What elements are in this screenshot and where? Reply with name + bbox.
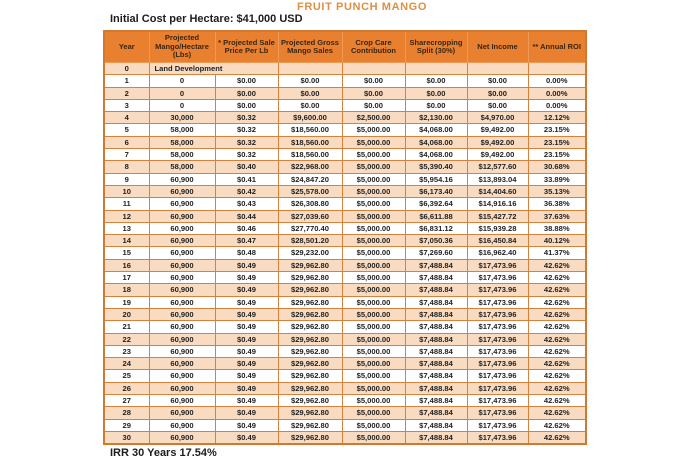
- table-row: [104, 87, 586, 99]
- data-cell: $16,450.84: [467, 235, 528, 247]
- data-cell: 42.62%: [528, 407, 586, 419]
- header-projected-sale-price: * Projected Sale Price Per Lb: [215, 31, 278, 63]
- data-cell: $27,039.60: [278, 210, 342, 222]
- data-cell: 60,900: [149, 173, 215, 185]
- data-cell: $0.49: [215, 407, 278, 419]
- data-cell: $29,962.80: [278, 259, 342, 271]
- data-cell: 60,900: [149, 247, 215, 259]
- data-cell: $0.49: [215, 284, 278, 296]
- data-cell: $0.32: [215, 149, 278, 161]
- data-cell: $18,560.00: [278, 124, 342, 136]
- data-cell: $7,488.84: [405, 284, 467, 296]
- data-cell: $0.49: [215, 370, 278, 382]
- year-cell: 27: [104, 395, 149, 407]
- data-cell: $17,473.96: [467, 370, 528, 382]
- data-cell: $17,473.96: [467, 407, 528, 419]
- table-header-row: [104, 31, 586, 63]
- data-cell: $29,962.80: [278, 296, 342, 308]
- data-cell: $5,000.00: [342, 185, 405, 197]
- data-cell: $0.49: [215, 395, 278, 407]
- table-row: [104, 259, 586, 271]
- year-cell: 3: [104, 99, 149, 111]
- data-cell: 60,900: [149, 284, 215, 296]
- data-cell: $29,962.80: [278, 382, 342, 394]
- year-cell: 22: [104, 333, 149, 345]
- data-cell: $6,831.12: [405, 222, 467, 234]
- data-cell: 60,900: [149, 272, 215, 284]
- data-cell: $29,232.00: [278, 247, 342, 259]
- data-cell: $29,962.80: [278, 284, 342, 296]
- header-net-income: Net Income: [467, 31, 528, 63]
- data-cell: $7,488.84: [405, 370, 467, 382]
- data-cell: 41.37%: [528, 247, 586, 259]
- data-cell: 60,900: [149, 321, 215, 333]
- data-cell: $0.00: [405, 87, 467, 99]
- year-cell: 14: [104, 235, 149, 247]
- data-cell: $17,473.96: [467, 358, 528, 370]
- data-cell: 58,000: [149, 149, 215, 161]
- year-cell: 13: [104, 222, 149, 234]
- data-cell: $6,611.88: [405, 210, 467, 222]
- data-cell: $7,488.84: [405, 431, 467, 444]
- data-cell: $0.41: [215, 173, 278, 185]
- data-cell: 58,000: [149, 136, 215, 148]
- table-row: [104, 75, 586, 87]
- year-cell: 28: [104, 407, 149, 419]
- data-cell: $5,000.00: [342, 370, 405, 382]
- data-cell: 33.89%: [528, 173, 586, 185]
- data-cell: $0.49: [215, 333, 278, 345]
- data-cell: $5,000.00: [342, 272, 405, 284]
- data-cell: $0.46: [215, 222, 278, 234]
- table-row: [104, 358, 586, 370]
- header-projected-gross-sales: Projected Gross Mango Sales: [278, 31, 342, 63]
- year-cell: 10: [104, 185, 149, 197]
- table-row: [104, 296, 586, 308]
- data-cell: 60,900: [149, 222, 215, 234]
- table-row: [104, 99, 586, 111]
- table-row: [104, 136, 586, 148]
- data-cell: 60,900: [149, 358, 215, 370]
- data-cell: $7,488.84: [405, 345, 467, 357]
- data-cell: $29,962.80: [278, 358, 342, 370]
- data-cell: $6,392.64: [405, 198, 467, 210]
- data-cell: 42.62%: [528, 333, 586, 345]
- data-cell: $5,000.00: [342, 308, 405, 320]
- data-cell: $17,473.96: [467, 431, 528, 444]
- data-cell: $9,600.00: [278, 112, 342, 124]
- table-row: [104, 284, 586, 296]
- year-cell: 24: [104, 358, 149, 370]
- data-cell: $0.00: [405, 99, 467, 111]
- header-year: Year: [104, 31, 149, 63]
- data-cell: 35.13%: [528, 185, 586, 197]
- data-cell: 42.62%: [528, 272, 586, 284]
- data-cell: $7,488.84: [405, 321, 467, 333]
- data-cell: 60,900: [149, 345, 215, 357]
- data-cell: 30,000: [149, 112, 215, 124]
- data-cell: $29,962.80: [278, 308, 342, 320]
- data-cell: $4,068.00: [405, 136, 467, 148]
- data-cell: $17,473.96: [467, 345, 528, 357]
- data-cell: $2,130.00: [405, 112, 467, 124]
- data-cell: $0.00: [215, 99, 278, 111]
- data-cell: $5,000.00: [342, 296, 405, 308]
- data-cell: $4,068.00: [405, 124, 467, 136]
- data-cell: $5,000.00: [342, 345, 405, 357]
- data-cell: 0.00%: [528, 87, 586, 99]
- data-cell: 12.12%: [528, 112, 586, 124]
- data-cell: $17,473.96: [467, 333, 528, 345]
- data-cell: $0.47: [215, 235, 278, 247]
- data-cell: 60,900: [149, 333, 215, 345]
- data-cell: $7,050.36: [405, 235, 467, 247]
- data-cell: $29,962.80: [278, 370, 342, 382]
- data-cell: 60,900: [149, 407, 215, 419]
- year-cell: 7: [104, 149, 149, 161]
- data-cell: $29,962.80: [278, 431, 342, 444]
- year-cell: 30: [104, 431, 149, 444]
- year-cell: 25: [104, 370, 149, 382]
- table-row: [104, 173, 586, 185]
- year-cell: 29: [104, 419, 149, 431]
- table-row: [104, 431, 586, 444]
- data-cell: $5,000.00: [342, 222, 405, 234]
- data-cell: $2,500.00: [342, 112, 405, 124]
- data-cell: $0.49: [215, 358, 278, 370]
- table-body: [104, 63, 586, 445]
- table-row: [104, 210, 586, 222]
- year-cell: 26: [104, 382, 149, 394]
- table-row: [104, 419, 586, 431]
- data-cell: 42.62%: [528, 259, 586, 271]
- initial-cost-label: Initial Cost per Hectare: $41,000 USD: [110, 13, 303, 25]
- data-cell: $0.49: [215, 296, 278, 308]
- data-cell: 42.62%: [528, 431, 586, 444]
- page-title: FRUIT PUNCH MANGO: [297, 1, 427, 13]
- data-cell: $0.48: [215, 247, 278, 259]
- data-cell: 42.62%: [528, 296, 586, 308]
- data-cell: $5,000.00: [342, 333, 405, 345]
- data-cell: 60,900: [149, 419, 215, 431]
- data-cell: $5,000.00: [342, 419, 405, 431]
- data-cell: $29,962.80: [278, 272, 342, 284]
- data-cell: $29,962.80: [278, 333, 342, 345]
- header-annual-roi: ** Annual ROI: [528, 31, 586, 63]
- data-cell: [278, 63, 342, 75]
- data-cell: $17,473.96: [467, 419, 528, 431]
- data-cell: $4,970.00: [467, 112, 528, 124]
- data-cell: $0.44: [215, 210, 278, 222]
- data-cell: $9,492.00: [467, 124, 528, 136]
- data-cell: $5,000.00: [342, 382, 405, 394]
- data-cell: $5,000.00: [342, 259, 405, 271]
- table-row: [104, 345, 586, 357]
- table-row: [104, 235, 586, 247]
- data-cell: $5,000.00: [342, 124, 405, 136]
- year-cell: 6: [104, 136, 149, 148]
- data-cell: $5,000.00: [342, 173, 405, 185]
- data-cell: 42.62%: [528, 321, 586, 333]
- data-cell: 58,000: [149, 124, 215, 136]
- data-cell: 0.00%: [528, 75, 586, 87]
- table-row: [104, 272, 586, 284]
- data-cell: $14,916.16: [467, 198, 528, 210]
- table-row: [104, 222, 586, 234]
- data-cell: $12,577.60: [467, 161, 528, 173]
- data-cell: [467, 63, 528, 75]
- data-cell: $5,000.00: [342, 136, 405, 148]
- data-cell: $7,488.84: [405, 333, 467, 345]
- data-cell: $27,770.40: [278, 222, 342, 234]
- year-cell: 12: [104, 210, 149, 222]
- data-cell: $5,954.16: [405, 173, 467, 185]
- data-cell: 42.62%: [528, 345, 586, 357]
- data-cell: $29,962.80: [278, 407, 342, 419]
- year-cell: 5: [104, 124, 149, 136]
- data-cell: $6,173.40: [405, 185, 467, 197]
- data-cell: $18,560.00: [278, 136, 342, 148]
- data-cell: $5,000.00: [342, 321, 405, 333]
- data-cell: 60,900: [149, 296, 215, 308]
- data-cell: 0: [149, 75, 215, 87]
- table-row: [104, 149, 586, 161]
- data-cell: 60,900: [149, 210, 215, 222]
- table-row: [104, 161, 586, 173]
- year-cell: 19: [104, 296, 149, 308]
- table-row: [104, 198, 586, 210]
- data-cell: $5,000.00: [342, 198, 405, 210]
- data-cell: $0.49: [215, 382, 278, 394]
- data-cell: $14,404.60: [467, 185, 528, 197]
- data-cell: $0.32: [215, 124, 278, 136]
- data-cell: $0.00: [342, 87, 405, 99]
- table-row: [104, 321, 586, 333]
- table-row: [104, 407, 586, 419]
- data-cell: $0.00: [215, 87, 278, 99]
- data-cell: [342, 63, 405, 75]
- data-cell: $0.32: [215, 112, 278, 124]
- data-cell: $5,390.40: [405, 161, 467, 173]
- data-cell: $5,000.00: [342, 407, 405, 419]
- table-row: [104, 63, 586, 75]
- year-cell: 17: [104, 272, 149, 284]
- data-cell: $4,068.00: [405, 149, 467, 161]
- header-sharecropping-split: Sharecropping Split (30%): [405, 31, 467, 63]
- data-cell: $7,488.84: [405, 259, 467, 271]
- data-cell: $0.42: [215, 185, 278, 197]
- data-cell: $0.00: [278, 87, 342, 99]
- data-cell: 40.12%: [528, 235, 586, 247]
- data-cell: $7,488.84: [405, 382, 467, 394]
- table-row: [104, 308, 586, 320]
- data-cell: 58,000: [149, 161, 215, 173]
- table-row: [104, 370, 586, 382]
- data-cell: $5,000.00: [342, 247, 405, 259]
- data-cell: 60,900: [149, 382, 215, 394]
- table-row: [104, 395, 586, 407]
- data-cell: $5,000.00: [342, 431, 405, 444]
- data-cell: 60,900: [149, 235, 215, 247]
- year-cell: 23: [104, 345, 149, 357]
- data-cell: $18,560.00: [278, 149, 342, 161]
- data-cell: $5,000.00: [342, 284, 405, 296]
- data-cell: $0.00: [278, 75, 342, 87]
- data-cell: $5,000.00: [342, 395, 405, 407]
- data-cell: $5,000.00: [342, 161, 405, 173]
- data-cell: $29,962.80: [278, 419, 342, 431]
- data-cell: $5,000.00: [342, 210, 405, 222]
- data-cell: $17,473.96: [467, 272, 528, 284]
- header-crop-care-contribution: Crop Care Contribution: [342, 31, 405, 63]
- data-cell: $9,492.00: [467, 136, 528, 148]
- data-cell: $0.49: [215, 308, 278, 320]
- year-cell: 16: [104, 259, 149, 271]
- data-cell: $24,847.20: [278, 173, 342, 185]
- data-cell: $28,501.20: [278, 235, 342, 247]
- irr-summary: IRR 30 Years 17.54%: [110, 447, 217, 459]
- data-cell: $29,962.80: [278, 395, 342, 407]
- table-row: [104, 112, 586, 124]
- data-cell: $0.00: [467, 75, 528, 87]
- data-cell: $0.49: [215, 321, 278, 333]
- data-cell: 60,900: [149, 185, 215, 197]
- data-cell: 23.15%: [528, 136, 586, 148]
- year-cell: 11: [104, 198, 149, 210]
- year-cell: 4: [104, 112, 149, 124]
- year-cell: 0: [104, 63, 149, 75]
- data-cell: $17,473.96: [467, 284, 528, 296]
- data-cell: $7,488.84: [405, 308, 467, 320]
- year-cell: 20: [104, 308, 149, 320]
- data-cell: 42.62%: [528, 419, 586, 431]
- header-projected-mango-per-hectare: Projected Mango/Hectare (Lbs): [149, 31, 215, 63]
- year-cell: 18: [104, 284, 149, 296]
- data-cell: $0.32: [215, 136, 278, 148]
- data-cell: $7,488.84: [405, 358, 467, 370]
- data-cell: $0.49: [215, 345, 278, 357]
- data-cell: $17,473.96: [467, 296, 528, 308]
- data-cell: 60,900: [149, 308, 215, 320]
- data-cell: $5,000.00: [342, 149, 405, 161]
- year-cell: 1: [104, 75, 149, 87]
- data-cell: $26,308.80: [278, 198, 342, 210]
- data-cell: $17,473.96: [467, 382, 528, 394]
- data-cell: 42.62%: [528, 370, 586, 382]
- data-cell: 60,900: [149, 370, 215, 382]
- data-cell: 42.62%: [528, 308, 586, 320]
- data-cell: 23.15%: [528, 149, 586, 161]
- table-row: [104, 333, 586, 345]
- projection-table: [103, 30, 587, 445]
- table-row: [104, 185, 586, 197]
- data-cell: $22,968.00: [278, 161, 342, 173]
- data-cell: 0.00%: [528, 99, 586, 111]
- data-cell: $5,000.00: [342, 235, 405, 247]
- data-cell: $16,962.40: [467, 247, 528, 259]
- data-cell: 37.63%: [528, 210, 586, 222]
- table-row: [104, 382, 586, 394]
- data-cell: $13,893.04: [467, 173, 528, 185]
- data-cell: $0.00: [467, 87, 528, 99]
- land-development-cell: Land Development: [149, 63, 278, 75]
- data-cell: 36.38%: [528, 198, 586, 210]
- year-cell: 9: [104, 173, 149, 185]
- data-cell: $7,488.84: [405, 395, 467, 407]
- data-cell: 60,900: [149, 395, 215, 407]
- year-cell: 21: [104, 321, 149, 333]
- data-cell: [528, 63, 586, 75]
- table-row: [104, 247, 586, 259]
- data-cell: $29,962.80: [278, 345, 342, 357]
- data-cell: 42.62%: [528, 395, 586, 407]
- year-cell: 15: [104, 247, 149, 259]
- data-cell: $0.00: [278, 99, 342, 111]
- data-cell: $17,473.96: [467, 321, 528, 333]
- data-cell: $15,427.72: [467, 210, 528, 222]
- data-cell: $0.49: [215, 431, 278, 444]
- data-cell: $7,488.84: [405, 272, 467, 284]
- data-cell: $17,473.96: [467, 308, 528, 320]
- data-cell: $0.00: [215, 75, 278, 87]
- data-cell: $0.43: [215, 198, 278, 210]
- data-cell: 38.88%: [528, 222, 586, 234]
- data-cell: $29,962.80: [278, 321, 342, 333]
- data-cell: $0.49: [215, 259, 278, 271]
- data-cell: $7,488.84: [405, 419, 467, 431]
- data-cell: $0.00: [342, 75, 405, 87]
- data-cell: $0.00: [467, 99, 528, 111]
- data-cell: 60,900: [149, 431, 215, 444]
- data-cell: $25,578.00: [278, 185, 342, 197]
- year-cell: 2: [104, 87, 149, 99]
- data-cell: 0: [149, 87, 215, 99]
- data-cell: 60,900: [149, 198, 215, 210]
- data-cell: $0.40: [215, 161, 278, 173]
- data-cell: $5,000.00: [342, 358, 405, 370]
- data-cell: $17,473.96: [467, 395, 528, 407]
- data-cell: $0.49: [215, 272, 278, 284]
- data-cell: $9,492.00: [467, 149, 528, 161]
- data-cell: 30.68%: [528, 161, 586, 173]
- data-cell: $15,939.28: [467, 222, 528, 234]
- data-cell: $0.49: [215, 419, 278, 431]
- table-row: [104, 124, 586, 136]
- data-cell: 23.15%: [528, 124, 586, 136]
- data-cell: 42.62%: [528, 358, 586, 370]
- data-cell: 42.62%: [528, 382, 586, 394]
- year-cell: 8: [104, 161, 149, 173]
- data-cell: $17,473.96: [467, 259, 528, 271]
- data-cell: $0.00: [342, 99, 405, 111]
- data-cell: 0: [149, 99, 215, 111]
- data-cell: $0.00: [405, 75, 467, 87]
- data-cell: 60,900: [149, 259, 215, 271]
- data-cell: $7,488.84: [405, 407, 467, 419]
- data-cell: $7,269.60: [405, 247, 467, 259]
- data-cell: [405, 63, 467, 75]
- data-cell: $7,488.84: [405, 296, 467, 308]
- data-cell: 42.62%: [528, 284, 586, 296]
